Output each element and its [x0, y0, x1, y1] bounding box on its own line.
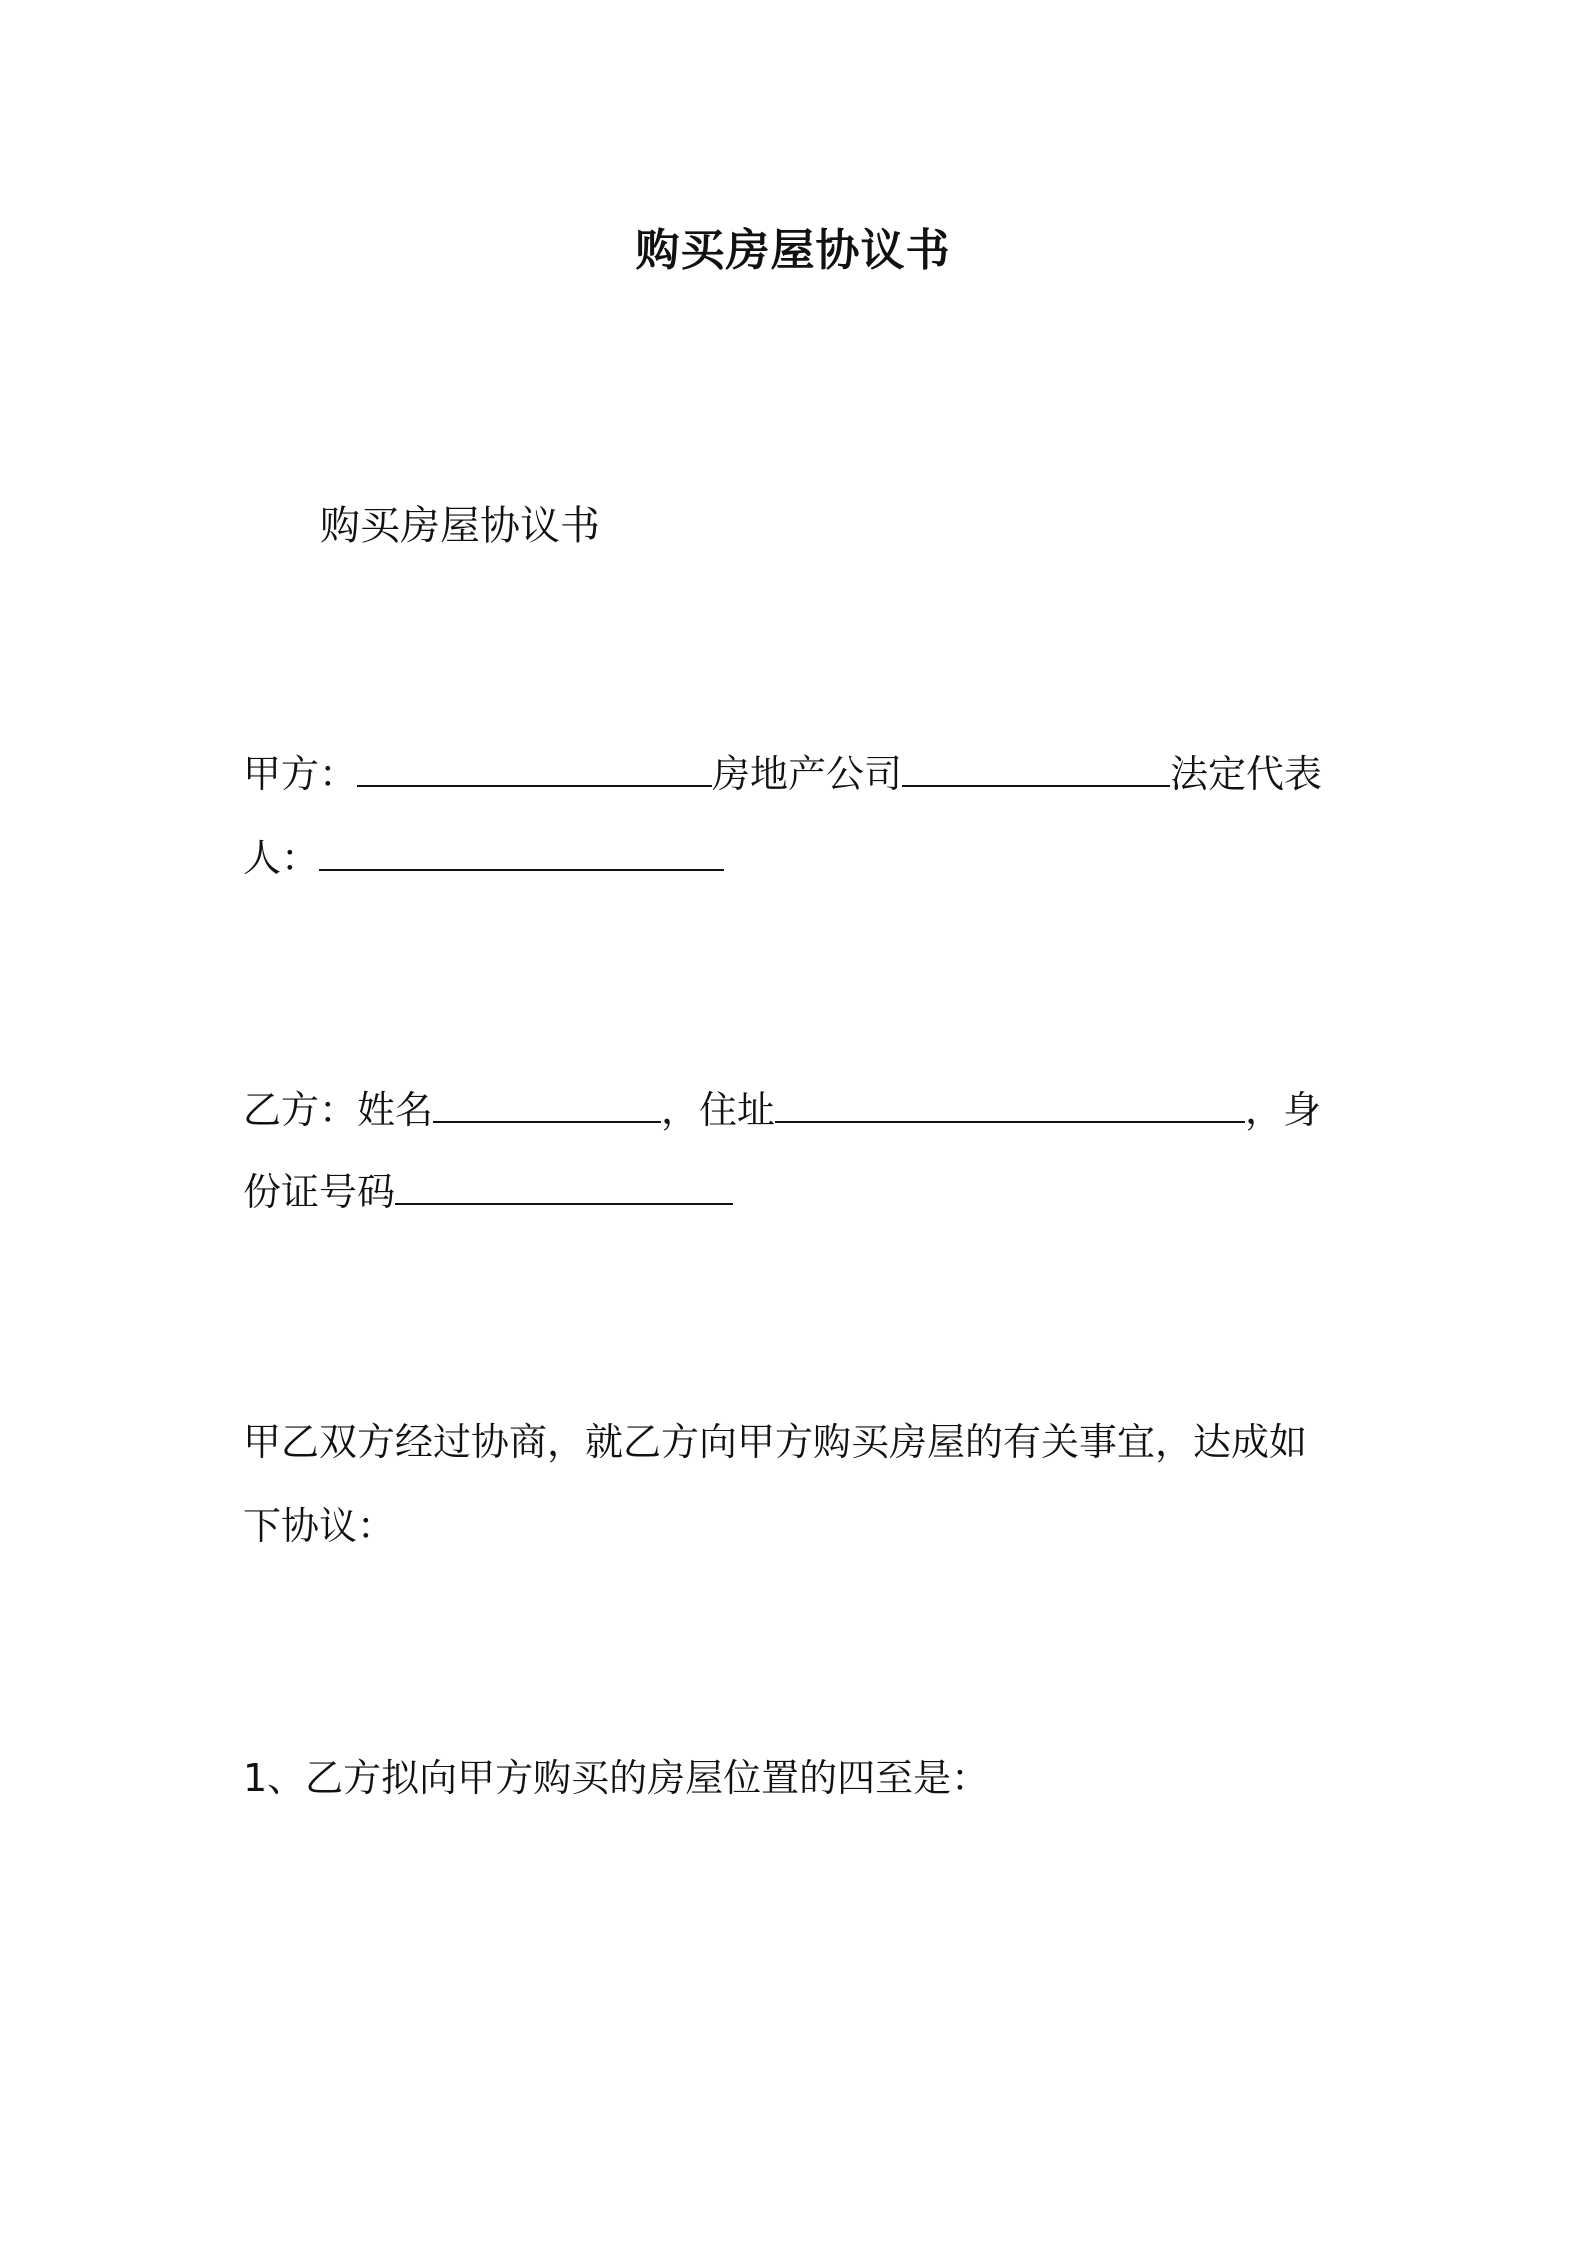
- party-b-id-label: ，身: [1245, 1088, 1322, 1132]
- party-a-label: 甲方：: [243, 752, 358, 796]
- intro-line-1: 甲乙双方经过协商，就乙方向甲方购买房屋的有关事宜，达成如: [243, 1420, 1308, 1464]
- party-b-name-blank: [433, 1087, 661, 1123]
- party-a-rep-label-cont: 人：: [243, 836, 320, 880]
- clause-1: 1、乙方拟向甲方购买的房屋位置的四至是：: [243, 1756, 990, 1800]
- party-b-line-1: [243, 1086, 1321, 1134]
- party-a-line-2: [243, 834, 724, 882]
- party-b-address-blank: [775, 1087, 1245, 1123]
- party-a-line-1: [243, 750, 1322, 798]
- party-a-rep-blank: [319, 835, 724, 871]
- document-title: 购买房屋协议书: [635, 225, 951, 276]
- party-a-company-blank: [902, 751, 1170, 787]
- party-b-id-blank: [395, 1169, 733, 1205]
- party-b-line-2: [243, 1168, 733, 1216]
- party-b-id-label-cont: 份证号码: [243, 1170, 396, 1214]
- party-b-name-label: 乙方：姓名: [243, 1088, 434, 1132]
- party-b-address-label: ，住址: [661, 1088, 776, 1132]
- party-a-name-blank: [357, 751, 712, 787]
- intro-line-2: 下协议：: [243, 1504, 396, 1548]
- party-a-company-suffix: 房地产公司: [712, 752, 903, 796]
- party-a-rep-label: 法定代表: [1170, 752, 1323, 796]
- document-subtitle: 购买房屋协议书: [320, 503, 600, 549]
